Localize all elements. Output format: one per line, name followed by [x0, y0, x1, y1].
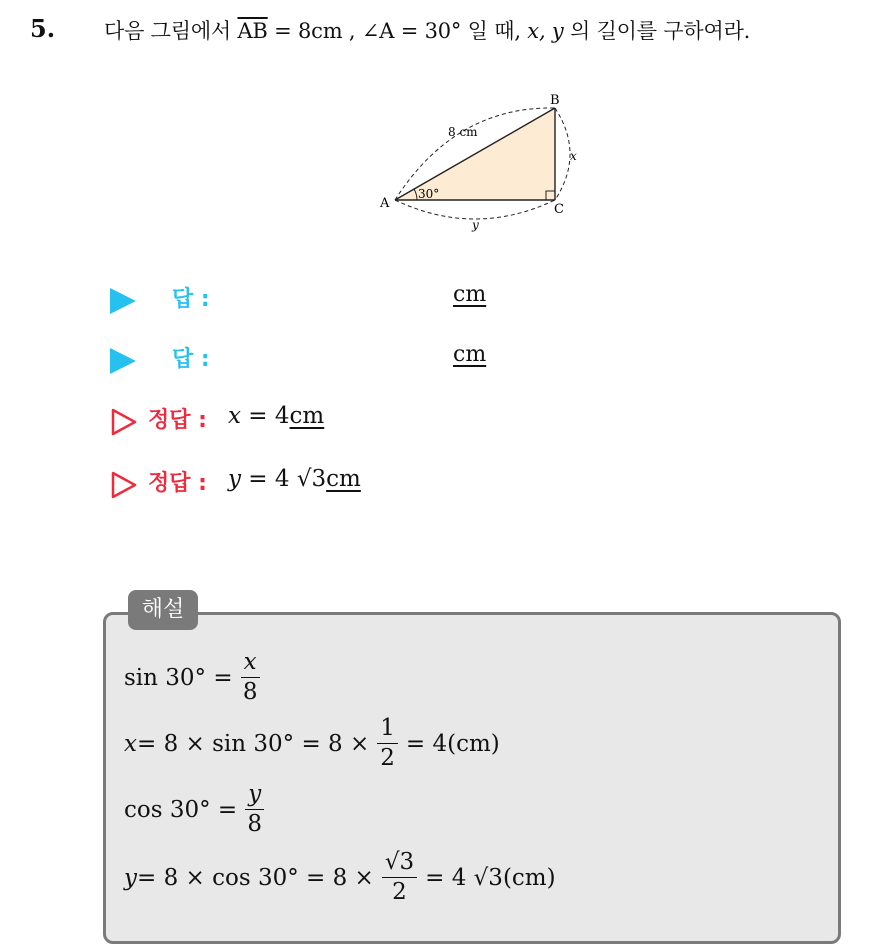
play-arrow-icon: [110, 288, 136, 314]
question-prefix: 다음 그림에서: [104, 19, 238, 43]
fraction-numerator: √3: [382, 850, 417, 878]
x-label: x: [570, 149, 577, 163]
question-suffix: 의 길이를 구하여라.: [563, 19, 751, 43]
question-vars: x, y: [527, 19, 564, 43]
var-x: x: [228, 403, 241, 429]
vertex-a: A: [380, 196, 390, 211]
fraction: [241, 650, 260, 706]
question-condition: = 8cm , ∠A = 30° 일 때,: [267, 19, 528, 43]
correct-label: 정답 :: [148, 471, 207, 496]
line2-lhs: = 8 × sin 30° = 8 ×: [136, 730, 370, 757]
correct-value-y: [228, 466, 361, 492]
answer-unit[interactable]: cm: [453, 282, 487, 307]
question-number: 5.: [30, 14, 56, 43]
dashed-arc-y: [395, 200, 555, 219]
fraction-denominator: 8: [242, 679, 258, 706]
line2-rhs: = 4(cm): [405, 730, 500, 757]
fraction: [377, 716, 398, 772]
outline-arrow-icon: [110, 407, 138, 437]
line4-var: y: [124, 864, 137, 891]
answer-row-2: [110, 342, 810, 382]
triangle-figure: [370, 88, 600, 238]
solution-tag: 해설: [128, 590, 198, 630]
solution-line-3: [124, 782, 272, 838]
fraction-denominator: 8: [247, 811, 263, 838]
fraction-denominator: 2: [380, 745, 395, 772]
line4-lhs: = 8 × cos 30° = 8 ×: [137, 864, 374, 891]
line2-var: x: [124, 730, 137, 757]
question: [30, 14, 874, 54]
var-y: y: [228, 466, 241, 492]
eq-y: = 4 √3: [241, 466, 327, 492]
line1-lhs: sin 30° =: [124, 664, 233, 691]
solution-line-2: [124, 716, 500, 772]
question-text: [104, 15, 750, 45]
solution-line-1: [124, 650, 268, 706]
outline-arrow-icon: [110, 470, 138, 500]
correct-value-x: [228, 403, 324, 429]
fraction-numerator: x: [241, 650, 260, 678]
vertex-c: C: [554, 202, 564, 217]
fraction-numerator: 1: [377, 716, 398, 744]
line4-rhs: = 4 √3(cm): [425, 864, 556, 891]
answer-label: 답 :: [172, 287, 210, 312]
line3-lhs: cos 30° =: [124, 796, 238, 823]
y-label: y: [472, 218, 479, 232]
play-arrow-icon: [110, 348, 136, 374]
segment-ab: $\overline{AB}$: [237, 19, 268, 43]
fraction-denominator: 2: [392, 879, 407, 906]
correct-label: 정답 :: [148, 408, 207, 433]
unit-y: cm: [326, 466, 361, 492]
angle-label: 30°: [418, 187, 440, 201]
hyp-label: 8 cm: [448, 125, 478, 139]
answer-row-1: [110, 282, 810, 322]
unit-x: cm: [289, 403, 325, 429]
eq-x: = 4: [240, 403, 290, 429]
answer-label: 답 :: [172, 347, 210, 372]
correct-row-y: [110, 466, 810, 506]
dashed-arc-x: [555, 108, 570, 200]
solution-line-4: [124, 850, 556, 906]
fraction-numerator: y: [245, 782, 264, 810]
fraction: [382, 850, 417, 906]
vertex-b: B: [550, 93, 560, 108]
fraction: [245, 782, 264, 838]
correct-row-x: [110, 403, 810, 443]
answer-unit[interactable]: cm: [453, 342, 487, 367]
